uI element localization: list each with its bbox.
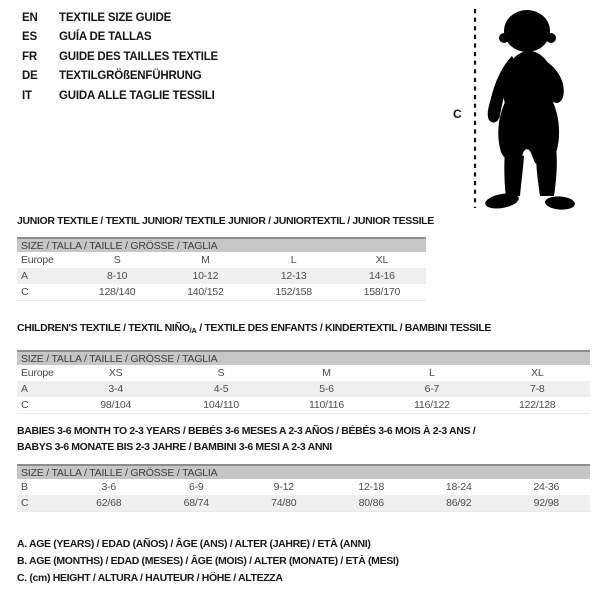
size-cell: 140/152	[161, 284, 249, 301]
size-cell: 6-9	[188, 481, 204, 493]
junior-size-table	[17, 237, 426, 301]
table-row-europe	[17, 252, 426, 268]
row-label: C	[17, 397, 63, 414]
size-cell: 10-12	[161, 268, 249, 284]
size-cell: 86/92	[415, 495, 503, 512]
children-title-subscript: /A	[189, 326, 197, 335]
size-cell: 122/128	[485, 397, 590, 414]
size-cell: 80/86	[328, 495, 416, 512]
size-cell: S	[217, 367, 225, 379]
baby-silhouette	[484, 10, 575, 211]
size-cell: 92/98	[503, 495, 591, 512]
size-header-label: SIZE / TALLA / TAILLE / GRÖSSE / TAGLIA	[17, 351, 590, 365]
junior-table-title: JUNIOR TEXTILE / TEXTIL JUNIOR/ TEXTILE JUNIOR / JUNIORTEXTIL / JUNIOR TESSILE	[17, 215, 434, 227]
row-label: Europe	[21, 367, 54, 379]
size-cell: 8-10	[73, 268, 161, 284]
size-cell: 152/158	[250, 284, 338, 301]
language-row-en	[22, 9, 218, 28]
size-header-label: SIZE / TALLA / TAILLE / GRÖSSE / TAGLIA	[17, 465, 590, 479]
size-cell: XL	[375, 254, 389, 266]
size-cell: 7-8	[485, 381, 590, 397]
children-size-table	[17, 350, 590, 414]
size-cell: XL	[531, 367, 544, 379]
language-row-fr	[22, 48, 218, 67]
table-row-age	[17, 268, 426, 284]
size-cell: L	[429, 367, 435, 379]
footnote-c: C. (cm) HEIGHT / ALTURA / HAUTEUR / HÖHE / ALTEZZA	[17, 572, 283, 585]
size-cell: 5-6	[274, 381, 379, 397]
size-cell: S	[113, 254, 121, 266]
size-cell: XS	[108, 367, 123, 379]
row-label: A	[17, 381, 63, 397]
row-label: B	[21, 481, 28, 493]
language-label: TEXTILE SIZE GUIDE	[59, 12, 172, 24]
language-code: IT	[22, 89, 32, 102]
language-label: GUÍA DE TALLAS	[59, 31, 152, 44]
size-cell: 68/74	[153, 495, 241, 512]
babies-table-title	[17, 424, 475, 455]
size-header-label: SIZE / TALLA / TAILLE / GRÖSSE / TAGLIA	[17, 238, 426, 252]
children-title-part: / TEXTILE DES ENFANTS / KINDERTEXTIL / BAMBINI TESSILE	[196, 322, 492, 334]
size-cell: 128/140	[73, 284, 161, 301]
table-row-height	[17, 495, 590, 512]
size-cell: 4-5	[168, 381, 273, 397]
size-cell: L	[290, 254, 297, 266]
size-cell: 158/170	[338, 284, 426, 301]
row-label: A	[17, 268, 73, 284]
legend-footnotes	[17, 536, 399, 588]
table-row-height	[17, 284, 426, 301]
children-title-part: CHILDREN'S TEXTILE / TEXTIL NIÑO	[17, 322, 190, 334]
row-label: C	[17, 284, 73, 301]
babies-title-line1: BABIES 3-6 MONTH TO 2-3 YEARS / BEBÉS 3-6 MESES A 2-3 AÑOS / BÉBÉS 3-6 MOIS À 2-3 ANS /	[17, 425, 476, 437]
baby-figure	[448, 4, 588, 216]
language-row-de	[22, 67, 218, 86]
size-cell: M	[322, 367, 331, 379]
row-label: C	[17, 495, 65, 512]
size-cell: 104/110	[168, 397, 273, 414]
size-header-row	[17, 351, 590, 365]
size-cell: 3-6	[101, 481, 117, 493]
row-label: Europe	[21, 254, 54, 266]
size-cell: 12-18	[358, 481, 385, 493]
footnote-b: B. AGE (MONTHS) / EDAD (MESES) / ÂGE (MOIS) / ALTER (MONATE) / ETÀ (MESI)	[17, 555, 399, 568]
table-row-months	[17, 479, 590, 495]
language-label: TEXTILGRÖßENFÜHRUNG	[59, 70, 202, 83]
size-cell: 12-13	[250, 268, 338, 284]
language-list	[22, 9, 218, 106]
babies-title-line2: BABYS 3-6 MONATE BIS 2-3 JAHRE / BAMBINI 3-6 MESI A 2-3 ANNI	[17, 440, 332, 453]
size-cell: 9-12	[273, 481, 294, 493]
size-cell: 6-7	[379, 381, 484, 397]
language-row-es	[22, 28, 218, 47]
size-cell: 14-16	[338, 268, 426, 284]
language-code: EN	[22, 12, 38, 24]
table-row-height	[17, 397, 590, 414]
size-cell: 98/104	[63, 397, 168, 414]
table-row-age	[17, 381, 590, 397]
footnote-a: A. AGE (YEARS) / EDAD (AÑOS) / ÂGE (ANS) / ALTER (JAHRE) / ETÀ (ANNI)	[17, 538, 371, 550]
table-row-europe	[17, 365, 590, 381]
language-code: FR	[22, 50, 37, 63]
language-label: GUIDE DES TAILLES TEXTILE	[59, 50, 218, 63]
language-code: ES	[22, 31, 37, 44]
size-cell: 74/80	[240, 495, 328, 512]
size-cell: 110/116	[274, 397, 379, 414]
children-table-title	[17, 322, 491, 335]
size-cell: 24-36	[533, 481, 560, 493]
size-header-row	[17, 465, 590, 479]
babies-size-table	[17, 464, 590, 512]
size-cell: 3-4	[63, 381, 168, 397]
size-header-row	[17, 238, 426, 252]
size-cell: M	[201, 254, 210, 266]
size-cell: 62/68	[65, 495, 153, 512]
language-row-it	[22, 87, 218, 106]
language-label: GUIDA ALLE TAGLIE TESSILI	[59, 89, 215, 102]
measure-label-c: C	[453, 107, 462, 121]
size-cell: 18-24	[445, 481, 472, 493]
size-cell: 116/122	[379, 397, 484, 414]
language-code: DE	[22, 70, 38, 83]
